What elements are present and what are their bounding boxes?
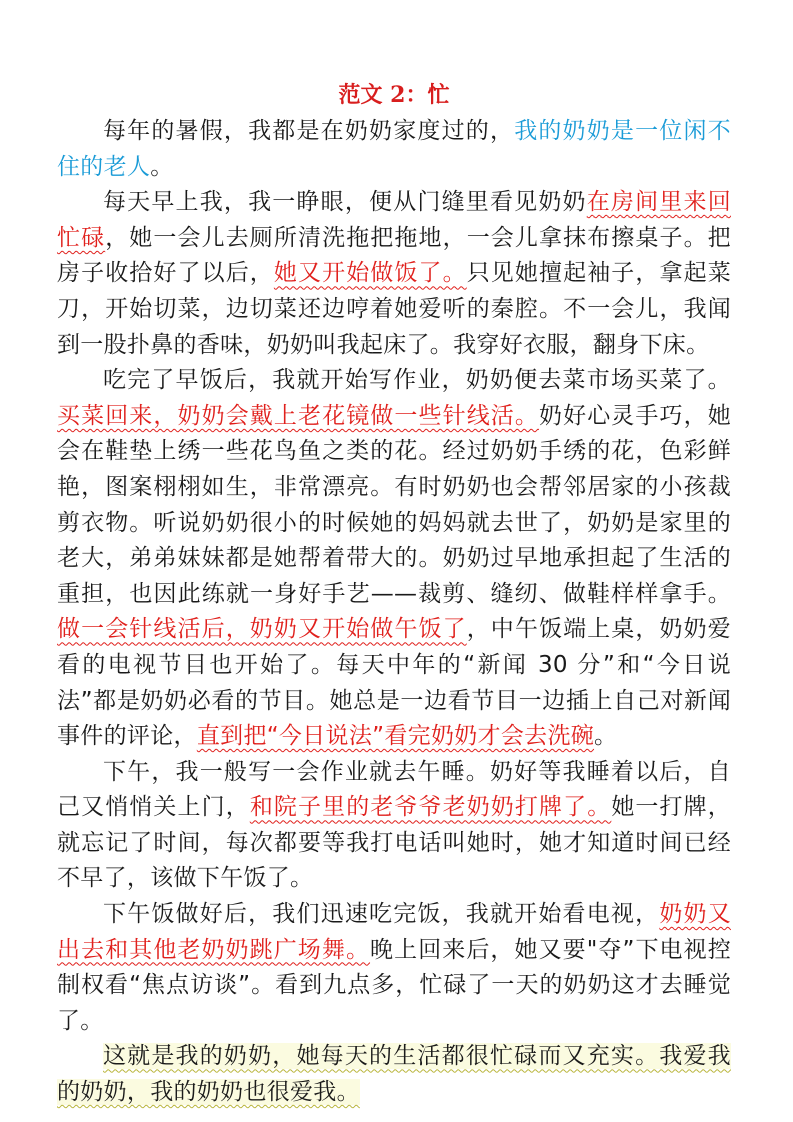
text-segment: 她一打牌，就忘记了时间，每次都要等我打电话叫她时，她才知道时间已经不早了，该做下午饭了。: [57, 794, 732, 892]
blue-text-segment: 我的奶奶是一位闲不住的老人: [57, 118, 731, 180]
red-underlined-segment: 奶奶又出去和其他老奶奶跳广场舞。: [57, 901, 731, 963]
paragraph-5: [57, 897, 731, 1039]
red-underlined-segment: 买菜回来，奶奶会戴上老花镜做一些针线活。: [57, 402, 539, 429]
text-segment: 每天早上我，我一睁眼，便从门缝里看见奶奶: [103, 189, 587, 216]
essay-title: 范文 2：忙: [338, 82, 450, 108]
highlighted-conclusion: 这就是我的奶奶，她每天的生活都很忙碌而又充实。我爱我的奶奶，我的奶奶也很爱我。: [57, 1043, 731, 1106]
text-segment: 奶好心灵手巧，她会在鞋垫上绣一些花鸟鱼之类的花。经过奶奶手绣的花，色彩鲜艳，图案栩栩如生，非常漂亮。有时奶奶也会帮邻居家的小孩裁剪衣物。听说奶奶很小的时候她的妈妈就去世了，奶奶是家里的老大，弟弟妹妹都是她帮着带大的。奶奶过早地承担起了生活的重担，也因此练就一身好手艺——裁剪、缝纫、做鞋样样拿手。: [57, 402, 731, 607]
text-segment: 晚上回来后，她又要"夺”下电视控制权看“焦点访谈”。看到九点多，忙碌了一天的奶奶这才去睡觉了。: [57, 936, 732, 1034]
red-underlined-segment: 她又开始做饭了。: [273, 260, 467, 287]
paragraph-3: [57, 363, 731, 755]
red-underlined-segment: 和院子里的老爷爷老奶奶打牌了。: [249, 794, 612, 821]
text-segment: 只见她擅起袖子，拿起菜刀，开始切菜，边切菜还边哼着她爱听的秦腔。不一会儿，我闻到一股扑鼻的香味，奶奶叫我起床了。我穿好衣服，翻身下床。: [57, 260, 731, 358]
text-segment: 下午饭做好后，我们迅速吃完饭，我就开始看电视，: [103, 901, 660, 928]
text-segment: 。: [150, 153, 174, 180]
paragraph-4: [57, 755, 731, 897]
paragraph-6: [57, 1039, 731, 1110]
paragraph-2: [57, 185, 731, 363]
red-underlined-segment: 直到把“今日说法”看完奶奶才会去洗碗: [196, 723, 595, 750]
text-segment: ，中午饭端上桌，奶奶爱看的电视节目也开始了。每天中年的“新闻 30 分”和“今日说法”都是奶奶必看的节目。她总是一边看节目一边插上自己对新闻事件的评论，: [57, 616, 731, 750]
text-segment: 。: [594, 723, 618, 750]
paragraph-1: [57, 114, 731, 185]
text-segment: 每年的暑假，我都是在奶奶家度过的，: [103, 118, 515, 144]
text-segment: 吃完了早饭后，我就开始写作业，奶奶便去菜市场买菜了。: [103, 367, 731, 394]
red-underlined-segment: 做一会针线活后，奶奶又开始做午饭了: [57, 616, 467, 643]
text-segment: ，她一会儿去厕所清洗拖把拖地，一会儿拿抹布擦桌子。把房子收拾好了以后，: [57, 224, 731, 287]
red-underlined-segment: 在房间里来回忙碌: [57, 189, 731, 251]
text-segment: 下午，我一般写一会作业就去午睡。奶好等我睡着以后，自己又悄悄关上门，: [57, 758, 731, 821]
